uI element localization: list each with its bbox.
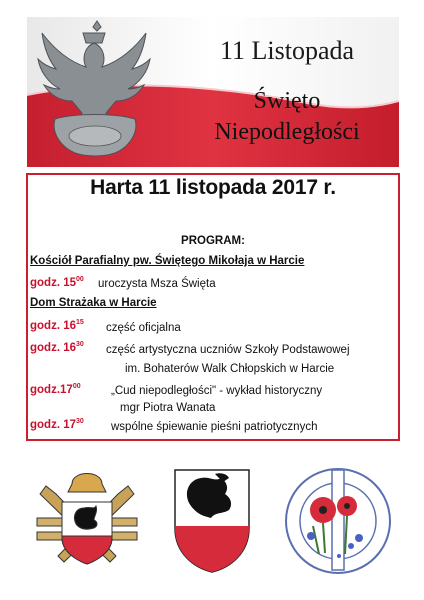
item1-desc: uroczysta Msza Święta: [98, 278, 216, 290]
church-location: Kościół Parafialny pw. Świętego Mikołaja w Harcie: [30, 255, 305, 267]
item3-desc-line2: im. Bohaterów Walk Chłopskich w Harcie: [125, 363, 335, 375]
banner: [27, 17, 399, 167]
program-label: PROGRAM:: [181, 235, 245, 247]
eagle-emblem-icon: [35, 19, 155, 164]
banner-title: 11 Listopada: [219, 36, 355, 65]
program-box: [26, 173, 400, 441]
item5-desc: wspólne śpiewanie pieśni patriotycznych: [111, 421, 318, 433]
item1-time: godz. $15^{00}$: [30, 276, 84, 289]
item4-time: $godz.17^{00}$: [30, 383, 81, 396]
harta-coat-of-arms-icon: [157, 466, 267, 576]
banner-subtitle-line1: Święto: [253, 88, 321, 114]
item2-desc: część oficjalna: [106, 322, 181, 334]
item4-desc-line2: mgr Piotra Wanata: [120, 402, 216, 414]
page-heading: Harta 11 listopada 2017 r.: [90, 176, 336, 199]
item4-desc-line1: „Cud niepodległości" - wykład historyczny: [111, 385, 323, 397]
item5-time: godz. $17^{30}$: [30, 418, 84, 431]
item3-time: godz. $16^{30}$: [30, 341, 84, 354]
banner-subtitle-line2: Niepodległości: [214, 119, 360, 145]
item2-time: godz. $16^{15}$: [30, 319, 84, 332]
fire-brigade-emblem-icon: [32, 466, 142, 576]
culture-association-emblem-icon: [283, 466, 393, 576]
item3-desc-line1: część artystyczna uczniów Szkoły Podstawowej: [106, 344, 350, 356]
fire-house-location: Dom Strażaka w Harcie: [30, 297, 157, 309]
